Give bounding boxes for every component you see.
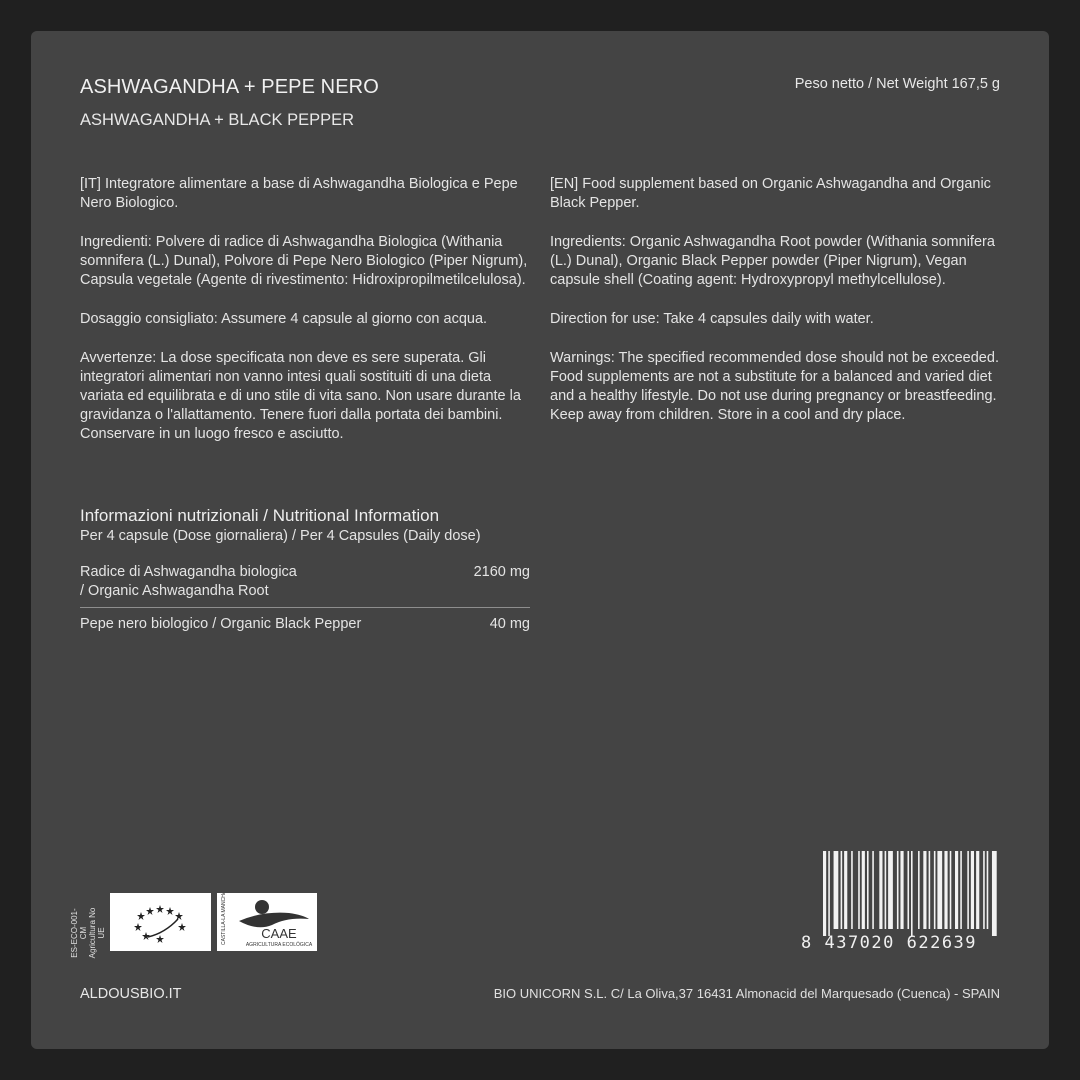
nutrition-table (80, 563, 530, 634)
nutrition-row-name: Pepe nero biologico / Organic Black Pepper (80, 616, 362, 632)
product-title-english: ASHWAGANDHA + BLACK PEPPER (80, 111, 355, 129)
italian-ingredients: Ingredienti: Polvere di radice di Ashwagandha Biologica (Withania somnifera (L.) Dunal), Polvore di Pepe Nero Biologico (Piper Nigrum), Capsula vegetale (Agente di rivestimento: Hidroxipropilmetilcelulosa). (80, 234, 528, 288)
italian-intro: [IT] Integratore alimentare a base di Ashwagandha Biologica e Pepe Nero Biologico. (80, 176, 518, 211)
barcode-bar (888, 851, 893, 929)
nutrition-row-name-line: / Organic Ashwagandha Root (80, 583, 269, 599)
barcode-bar (992, 851, 997, 936)
barcode-bar (841, 851, 843, 929)
italian-dosage: Dosaggio consigliato: Assumere 4 capsule al giorno con acqua. (80, 311, 488, 327)
nutrition-divider (80, 607, 530, 608)
caae-side-text: CASTILLA-LA MANCHA (221, 893, 227, 945)
barcode-bar (950, 851, 952, 929)
barcode-bar (955, 851, 958, 929)
barcode-bar (960, 851, 962, 929)
nutrition-row-name (80, 563, 297, 601)
eu-organic-leaf-logo (110, 893, 211, 951)
barcode-bar (929, 851, 931, 929)
barcode-bar (976, 851, 979, 929)
barcode-bar (911, 851, 913, 936)
barcode-number: 8 437020 622639 (801, 933, 978, 953)
nutrition-row-value: 2160 mg (473, 564, 530, 580)
nutrition-row (80, 615, 530, 634)
barcode-bar (934, 851, 936, 929)
product-title-italian: ASHWAGANDHA + PEPE NERO (80, 76, 379, 98)
organic-control-code (70, 893, 106, 959)
italian-text-column (80, 175, 535, 464)
barcode-bar (983, 851, 985, 929)
barcode-bar (923, 851, 926, 929)
barcode-bar (971, 851, 974, 929)
english-text-column (550, 175, 1005, 445)
barcode-bar (851, 851, 853, 929)
barcode (821, 851, 1001, 936)
website-label: ALDOUSBIO.IT (80, 986, 182, 1002)
barcode-bar (937, 851, 942, 929)
nutrition-title: Informazioni nutrizionali / Nutritional Information (80, 506, 440, 525)
barcode-bar (844, 851, 847, 929)
barcode-bar (967, 851, 969, 929)
barcode-bar (907, 851, 909, 929)
control-code-line: Agricultura No UE (88, 907, 106, 959)
nutrition-row (80, 563, 530, 601)
barcode-bar (900, 851, 903, 929)
company-address: BIO UNICORN S.L. C/ La Oliva,37 16431 Almonacid del Marquesado (Cuenca) - SPAIN (493, 986, 1000, 1001)
nutrition-row-name-line: Radice di Ashwagandha biologica (80, 564, 297, 580)
english-dosage: Direction for use: Take 4 capsules daily with water. (550, 311, 874, 327)
caae-subtitle: AGRICULTURA ECOLÓGICA (245, 942, 313, 948)
barcode-bar (872, 851, 874, 929)
barcode-bar (987, 851, 989, 929)
barcode-bar (897, 851, 899, 929)
caae-logo-icon (217, 893, 317, 951)
barcode-bar (823, 851, 826, 936)
barcode-bar (867, 851, 869, 929)
nutrition-subtitle: Per 4 capsule (Dose giornaliera) / Per 4 Capsules (Daily dose) (80, 528, 481, 544)
barcode-bar (885, 851, 887, 929)
barcode-bar (879, 851, 882, 929)
nutrition-row-value: 40 mg (489, 616, 530, 632)
italian-warnings: Avvertenze: La dose specificata non deve es sere superata. Gli integratori alimentari non vanno intesi quali sostituiti di una dieta variata ed equilibrata e di uno stile di vita sano. Non usare durante la gravidanza o l'allattamento. Tenere fuori dalla portata dei bambini. Conservare in un luogo fresco e asciutto. (80, 350, 521, 442)
english-intro: [EN] Food supplement based on Organic Ashwagandha and Organic Black Pepper. (550, 176, 991, 211)
control-code-line: ES-ECO-001-CM (70, 908, 88, 958)
caae-name: CAAE (261, 926, 297, 941)
barcode-bar (828, 851, 830, 936)
eu-leaf-icon (110, 893, 211, 951)
caae-certification-logo (217, 893, 317, 951)
english-warnings: Warnings: The specified recommended dose should not be exceeded. Food supplements are not a substitute for a balanced and varied diet and a healthy lifestyle. Do not use during pregnancy or breastfeeding. Keep away from children. Store in a cool and dry place. (550, 350, 999, 423)
barcode-bar (834, 851, 839, 929)
barcode-bar (862, 851, 865, 929)
barcode-bar (918, 851, 920, 929)
net-weight: Peso netto / Net Weight 167,5 g (794, 76, 1000, 92)
barcode-bar (858, 851, 860, 929)
barcode-bar (944, 851, 947, 929)
product-label-panel (31, 31, 1049, 1049)
english-ingredients: Ingredients: Organic Ashwagandha Root powder (Withania somnifera (L.) Dunal), Organic Black Pepper powder (Piper Nigrum), Vegan capsule shell (Coating agent: Hydroxypropyl methylcellulose). (550, 234, 995, 288)
